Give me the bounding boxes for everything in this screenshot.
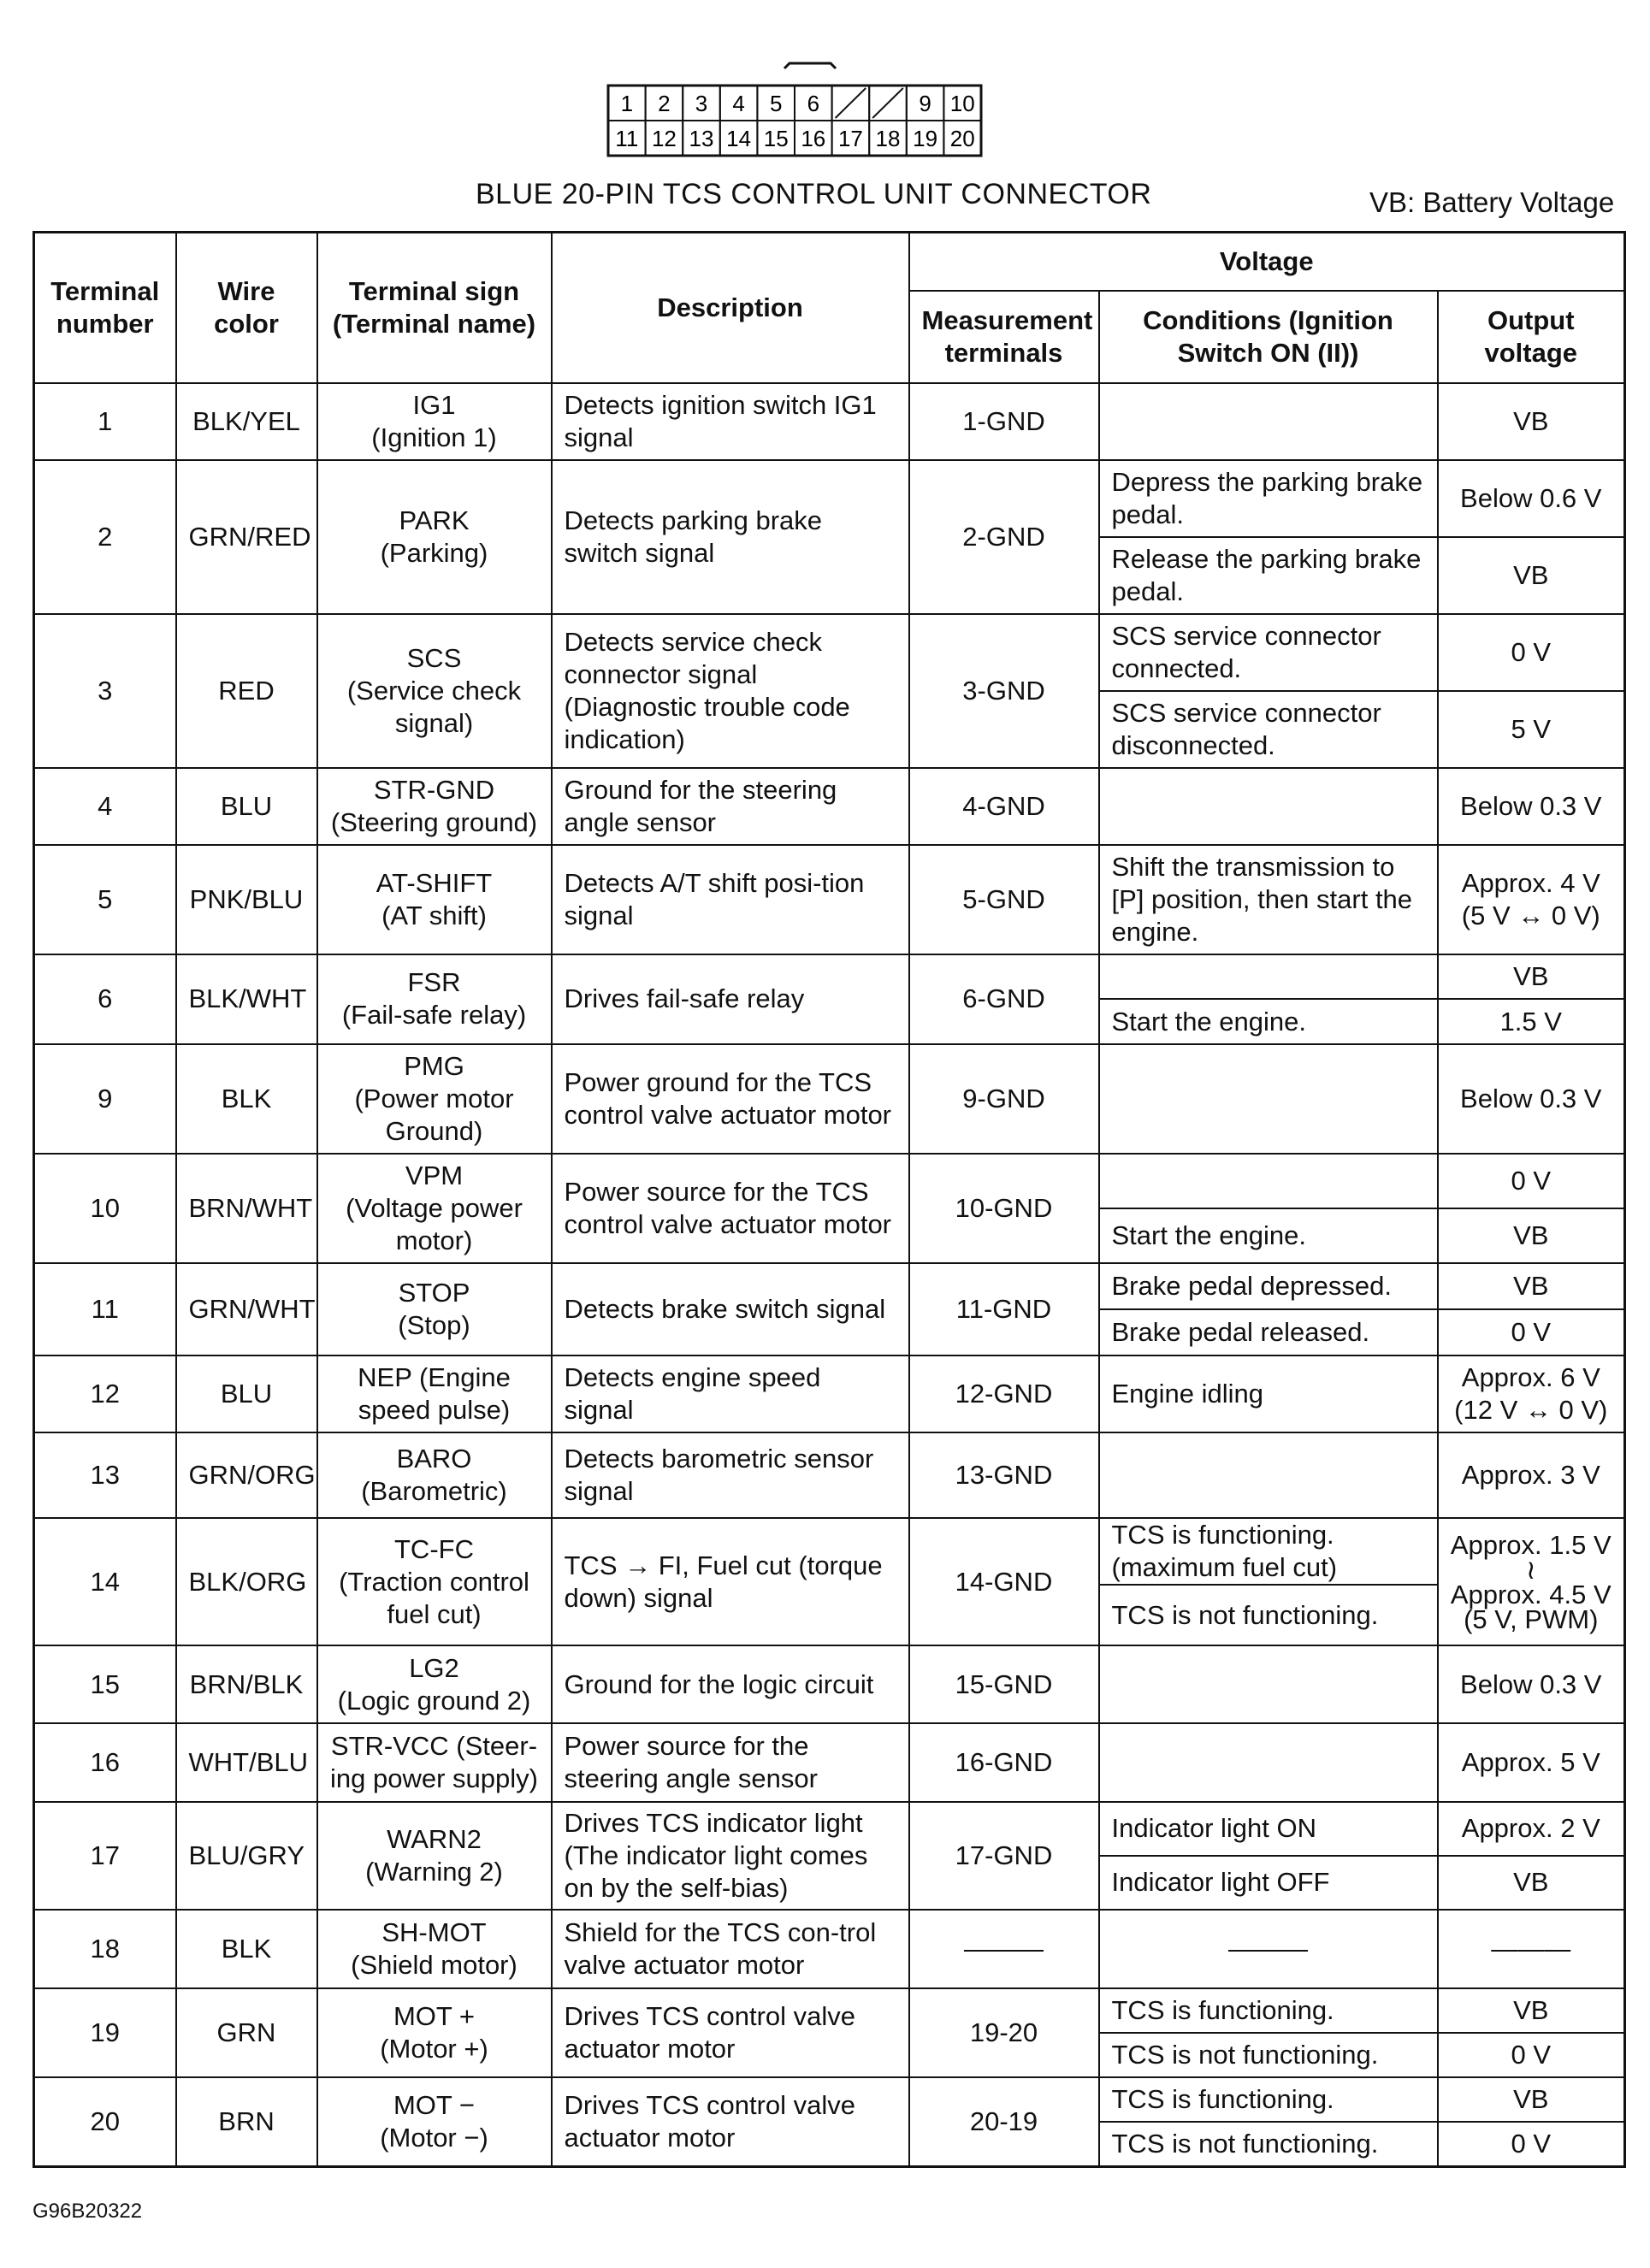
pin-number: 11 bbox=[615, 126, 639, 151]
header-voltage: Voltage bbox=[909, 233, 1625, 291]
measurement-terminals: 20-19 bbox=[909, 2077, 1099, 2166]
terminal-sign: AT-SHIFT (AT shift) bbox=[317, 845, 552, 954]
connector-diagram bbox=[606, 60, 983, 162]
terminal-sign: STR-GND (Steering ground) bbox=[317, 768, 552, 845]
measurement-terminals: 16-GND bbox=[909, 1723, 1099, 1802]
terminal-number: 5 bbox=[34, 845, 176, 954]
terminal-number: 11 bbox=[34, 1263, 176, 1355]
output-voltage: Below 0.3 V bbox=[1438, 1044, 1625, 1154]
terminal-sign: LG2 (Logic ground 2) bbox=[317, 1645, 552, 1722]
wire-color: GRN/RED bbox=[176, 460, 317, 614]
condition: SCS service connector connected. bbox=[1099, 614, 1438, 691]
terminal-number: 9 bbox=[34, 1044, 176, 1154]
condition: Engine idling bbox=[1099, 1355, 1438, 1432]
condition bbox=[1099, 383, 1438, 460]
terminal-number: 12 bbox=[34, 1355, 176, 1432]
output-voltage: Approx. 4 V (5 V ↔ 0 V) bbox=[1438, 845, 1625, 954]
description: Detects service check connector signal (Diagnostic trouble code indication) bbox=[552, 614, 909, 768]
terminal-number: 16 bbox=[34, 1723, 176, 1802]
wire-color: BLU/GRY bbox=[176, 1802, 317, 1910]
measurement-terminals: 19-20 bbox=[909, 1988, 1099, 2077]
measurement-terminals: 6-GND bbox=[909, 954, 1099, 1043]
table-row bbox=[34, 1988, 1625, 2033]
description: Ground for the steering angle sensor bbox=[552, 768, 909, 845]
header-output: Output voltage bbox=[1438, 291, 1625, 383]
wire-color: GRN bbox=[176, 1988, 317, 2077]
measurement-terminals: 2-GND bbox=[909, 460, 1099, 614]
terminal-number: 18 bbox=[34, 1910, 176, 1988]
terminal-number: 1 bbox=[34, 383, 176, 460]
output-voltage: Approx. 6 V (12 V ↔ 0 V) bbox=[1438, 1355, 1625, 1432]
pin-number: 14 bbox=[726, 126, 752, 151]
output-voltage: Approx. 5 V bbox=[1438, 1723, 1625, 1802]
table-row bbox=[34, 768, 1625, 845]
pin-number: 16 bbox=[801, 126, 826, 151]
condition: TCS is not functioning. bbox=[1099, 1585, 1438, 1645]
condition: Indicator light ON bbox=[1099, 1802, 1438, 1856]
terminal-number: 6 bbox=[34, 954, 176, 1043]
output-voltage: VB bbox=[1438, 537, 1625, 614]
terminal-sign: MOT − (Motor −) bbox=[317, 2077, 552, 2166]
pin-number: 4 bbox=[732, 91, 745, 116]
terminal-number: 15 bbox=[34, 1645, 176, 1722]
condition: Shift the transmission to [P] position, then start the engine. bbox=[1099, 845, 1438, 954]
table-row bbox=[34, 1645, 1625, 1722]
table-row bbox=[34, 383, 1625, 460]
output-voltage: Below 0.3 V bbox=[1438, 1645, 1625, 1722]
wire-color: BRN/WHT bbox=[176, 1154, 317, 1263]
wire-color: BRN/BLK bbox=[176, 1645, 317, 1722]
connector-latch bbox=[784, 63, 836, 68]
table-row bbox=[34, 1802, 1625, 1856]
table-body bbox=[34, 383, 1625, 2167]
pin-grid bbox=[608, 86, 981, 156]
pin-number: 5 bbox=[769, 91, 783, 116]
wire-color: BLK bbox=[176, 1044, 317, 1154]
pin-number: 19 bbox=[913, 126, 938, 151]
vb-note: VB: Battery Voltage bbox=[1369, 186, 1615, 218]
terminal-sign: STOP (Stop) bbox=[317, 1263, 552, 1355]
description: Detects barometric sensor signal bbox=[552, 1432, 909, 1518]
terminal-sign: WARN2 (Warning 2) bbox=[317, 1802, 552, 1910]
condition: Start the engine. bbox=[1099, 1208, 1438, 1263]
output-voltage: Approx. 2 V bbox=[1438, 1802, 1625, 1856]
empty-pin-slash bbox=[836, 88, 866, 118]
pin-number: 17 bbox=[837, 126, 863, 151]
description: Drives fail-safe relay bbox=[552, 954, 909, 1043]
condition: Release the parking brake pedal. bbox=[1099, 537, 1438, 614]
measurement-terminals: 17-GND bbox=[909, 1802, 1099, 1910]
description: Detects brake switch signal bbox=[552, 1263, 909, 1355]
terminal-number: 17 bbox=[34, 1802, 176, 1910]
terminal-sign: STR-VCC (Steer-ing power supply) bbox=[317, 1723, 552, 1802]
condition bbox=[1099, 1723, 1438, 1802]
description: Power source for the TCS control valve actuator motor bbox=[552, 1154, 909, 1263]
output-voltage: 0 V bbox=[1438, 2033, 1625, 2077]
output-voltage: Below 0.3 V bbox=[1438, 768, 1625, 845]
wire-color: BLU bbox=[176, 1355, 317, 1432]
condition: ——— bbox=[1099, 1910, 1438, 1988]
wire-color: BLK/ORG bbox=[176, 1518, 317, 1645]
condition: TCS is functioning. bbox=[1099, 1988, 1438, 2033]
condition: Brake pedal released. bbox=[1099, 1309, 1438, 1355]
table-row bbox=[34, 1154, 1625, 1208]
condition bbox=[1099, 1645, 1438, 1722]
terminal-sign: PARK (Parking) bbox=[317, 460, 552, 614]
condition: TCS is not functioning. bbox=[1099, 2122, 1438, 2166]
pin-number: 6 bbox=[807, 91, 820, 116]
terminal-sign: MOT + (Motor +) bbox=[317, 1988, 552, 2077]
wire-color: BLK/YEL bbox=[176, 383, 317, 460]
table-row bbox=[34, 1044, 1625, 1154]
description: Detects parking brake switch signal bbox=[552, 460, 909, 614]
terminal-table bbox=[33, 231, 1626, 2168]
description: Power source for the steering angle sensor bbox=[552, 1723, 909, 1802]
table-row bbox=[34, 1355, 1625, 1432]
header-wire-color: Wire color bbox=[176, 233, 317, 383]
terminal-number: 2 bbox=[34, 460, 176, 614]
table-row bbox=[34, 1723, 1625, 1802]
output-voltage: VB bbox=[1438, 383, 1625, 460]
terminal-number: 3 bbox=[34, 614, 176, 768]
measurement-terminals: 5-GND bbox=[909, 845, 1099, 954]
description: Drives TCS control valve actuator motor bbox=[552, 2077, 909, 2166]
empty-pin-slash bbox=[872, 88, 903, 118]
output-voltage: ——— bbox=[1438, 1910, 1625, 1988]
measurement-terminals: 9-GND bbox=[909, 1044, 1099, 1154]
output-voltage: Below 0.6 V bbox=[1438, 460, 1625, 537]
measurement-terminals: 10-GND bbox=[909, 1154, 1099, 1263]
pin-number: 12 bbox=[651, 126, 677, 151]
output-voltage: VB bbox=[1438, 954, 1625, 999]
wire-color: PNK/BLU bbox=[176, 845, 317, 954]
pin-number: 13 bbox=[689, 126, 714, 151]
terminal-number: 19 bbox=[34, 1988, 176, 2077]
table-row bbox=[34, 845, 1625, 954]
header-measurement: Measurement terminals bbox=[909, 291, 1099, 383]
measurement-terminals: 1-GND bbox=[909, 383, 1099, 460]
description: Detects engine speed signal bbox=[552, 1355, 909, 1432]
terminal-sign: SCS (Service check signal) bbox=[317, 614, 552, 768]
header-terminal-sign: Terminal sign (Terminal name) bbox=[317, 233, 552, 383]
wire-color: GRN/WHT bbox=[176, 1263, 317, 1355]
wire-color: BRN bbox=[176, 2077, 317, 2166]
condition: Depress the parking brake pedal. bbox=[1099, 460, 1438, 537]
terminal-sign: TC-FC (Traction control fuel cut) bbox=[317, 1518, 552, 1645]
terminal-number: 20 bbox=[34, 2077, 176, 2166]
table-row bbox=[34, 1518, 1625, 1585]
measurement-terminals: 11-GND bbox=[909, 1263, 1099, 1355]
table-row bbox=[34, 1432, 1625, 1518]
condition: TCS is not functioning. bbox=[1099, 2033, 1438, 2077]
wire-color: WHT/BLU bbox=[176, 1723, 317, 1802]
description: Drives TCS indicator light (The indicator light comes on by the self-bias) bbox=[552, 1802, 909, 1910]
output-voltage: VB bbox=[1438, 1263, 1625, 1309]
pin-number: 20 bbox=[949, 126, 975, 151]
terminal-number: 14 bbox=[34, 1518, 176, 1645]
pin-number: 10 bbox=[949, 91, 975, 116]
wire-color: GRN/ORG bbox=[176, 1432, 317, 1518]
condition bbox=[1099, 1044, 1438, 1154]
wire-color: RED bbox=[176, 614, 317, 768]
header-description: Description bbox=[552, 233, 909, 383]
terminal-sign: VPM (Voltage power motor) bbox=[317, 1154, 552, 1263]
header-conditions: Conditions (Ignition Switch ON (II)) bbox=[1099, 291, 1438, 383]
terminal-number: 4 bbox=[34, 768, 176, 845]
wire-color: BLK/WHT bbox=[176, 954, 317, 1043]
table-row bbox=[34, 1910, 1625, 1988]
condition bbox=[1099, 954, 1438, 999]
header-terminal-number: Terminal number bbox=[34, 233, 176, 383]
condition: SCS service connector disconnected. bbox=[1099, 691, 1438, 768]
output-voltage: VB bbox=[1438, 2077, 1625, 2122]
description: TCS → FI, Fuel cut (torque down) signal bbox=[552, 1518, 909, 1645]
table-row bbox=[34, 460, 1625, 537]
description: Shield for the TCS con-trol valve actuator motor bbox=[552, 1910, 909, 1988]
measurement-terminals: 4-GND bbox=[909, 768, 1099, 845]
output-voltage: 1.5 V bbox=[1438, 999, 1625, 1043]
table-row bbox=[34, 2077, 1625, 2122]
description: Detects ignition switch IG1 signal bbox=[552, 383, 909, 460]
output-voltage: 0 V bbox=[1438, 614, 1625, 691]
measurement-terminals: 12-GND bbox=[909, 1355, 1099, 1432]
measurement-terminals: 14-GND bbox=[909, 1518, 1099, 1645]
pin-number: 18 bbox=[875, 126, 901, 151]
output-voltage: 0 V bbox=[1438, 1309, 1625, 1355]
pin-number: 9 bbox=[919, 91, 931, 116]
table-row bbox=[34, 1263, 1625, 1309]
measurement-terminals: ——— bbox=[909, 1910, 1099, 1988]
description: Ground for the logic circuit bbox=[552, 1645, 909, 1722]
terminal-number: 10 bbox=[34, 1154, 176, 1263]
terminal-sign: NEP (Engine speed pulse) bbox=[317, 1355, 552, 1432]
output-voltage: Approx. 1.5 V ≀ Approx. 4.5 V (5 V, PWM) bbox=[1438, 1518, 1625, 1645]
figure-code: G96B20322 bbox=[33, 2200, 143, 2223]
table-row bbox=[34, 954, 1625, 999]
output-voltage: 0 V bbox=[1438, 1154, 1625, 1208]
measurement-terminals: 13-GND bbox=[909, 1432, 1099, 1518]
condition bbox=[1099, 1432, 1438, 1518]
pin-number: 2 bbox=[658, 91, 671, 116]
description: Detects A/T shift posi-tion signal bbox=[552, 845, 909, 954]
terminal-sign: PMG (Power motor Ground) bbox=[317, 1044, 552, 1154]
table-row bbox=[34, 614, 1625, 691]
condition bbox=[1099, 1154, 1438, 1208]
pin-number: 3 bbox=[695, 91, 708, 116]
terminal-sign: BARO (Barometric) bbox=[317, 1432, 552, 1518]
pin-number: 1 bbox=[620, 91, 634, 116]
output-voltage: 0 V bbox=[1438, 2122, 1625, 2166]
terminal-sign: FSR (Fail-safe relay) bbox=[317, 954, 552, 1043]
connector-title: BLUE 20-PIN TCS CONTROL UNIT CONNECTOR bbox=[476, 178, 1152, 210]
wire-color: BLU bbox=[176, 768, 317, 845]
output-voltage: 5 V bbox=[1438, 691, 1625, 768]
condition: Indicator light OFF bbox=[1099, 1856, 1438, 1910]
condition bbox=[1099, 768, 1438, 845]
measurement-terminals: 15-GND bbox=[909, 1645, 1099, 1722]
output-voltage: Approx. 3 V bbox=[1438, 1432, 1625, 1518]
output-voltage: VB bbox=[1438, 1988, 1625, 2033]
terminal-sign: IG1 (Ignition 1) bbox=[317, 383, 552, 460]
description: Power ground for the TCS control valve actuator motor bbox=[552, 1044, 909, 1154]
condition: Start the engine. bbox=[1099, 999, 1438, 1043]
condition: TCS is functioning. bbox=[1099, 2077, 1438, 2122]
description: Drives TCS control valve actuator motor bbox=[552, 1988, 909, 2077]
wire-color: BLK bbox=[176, 1910, 317, 1988]
condition: TCS is functioning. (maximum fuel cut) bbox=[1099, 1518, 1438, 1585]
measurement-terminals: 3-GND bbox=[909, 614, 1099, 768]
condition: Brake pedal depressed. bbox=[1099, 1263, 1438, 1309]
terminal-sign: SH-MOT (Shield motor) bbox=[317, 1910, 552, 1988]
output-voltage: VB bbox=[1438, 1208, 1625, 1263]
terminal-number: 13 bbox=[34, 1432, 176, 1518]
output-voltage: VB bbox=[1438, 1856, 1625, 1910]
pin-number: 15 bbox=[763, 126, 789, 151]
